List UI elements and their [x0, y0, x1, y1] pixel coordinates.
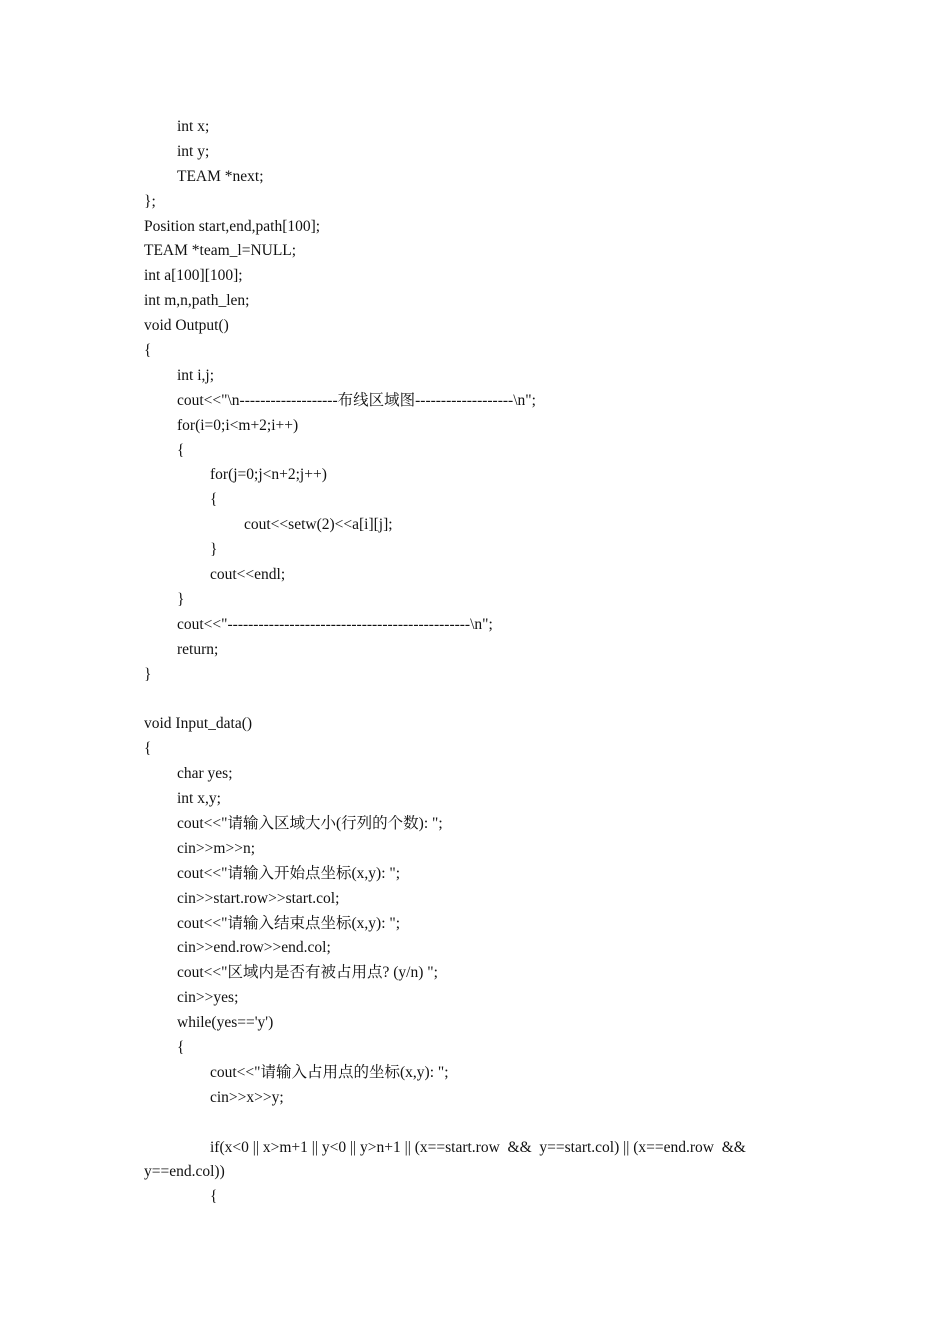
code-line: void Output(): [144, 317, 229, 335]
code-line: for(i=0;i<m+2;i++): [177, 416, 299, 434]
code-line: }: [177, 590, 185, 608]
code-line: cin>>x>>y;: [210, 1088, 284, 1106]
code-line: };: [144, 192, 156, 210]
code-line: }: [210, 541, 218, 559]
code-line: return;: [177, 640, 219, 658]
blank-line: [144, 687, 814, 712]
code-line: int a[100][100];: [144, 267, 243, 285]
code-line: TEAM *next;: [177, 167, 264, 185]
code-line: cin>>m>>n;: [177, 839, 256, 857]
code-line: int x;: [177, 118, 210, 135]
code-line: cout<<setw(2)<<a[i][j];: [244, 516, 393, 534]
code-line: cout<<"请输入开始点坐标(x,y): ";: [177, 864, 401, 882]
code-line: int m,n,path_len;: [144, 292, 250, 310]
code-line: cout<<"\n-------------------布线区域图-------------------\n";: [177, 391, 536, 409]
code-line: {: [177, 1038, 185, 1056]
code-line: cout<<endl;: [210, 566, 286, 584]
code-line: char yes;: [177, 765, 233, 783]
code-line: cin>>start.row>>start.col;: [177, 889, 340, 907]
code-line: {: [210, 491, 218, 509]
code-line: y==end.col)): [144, 1163, 225, 1181]
code-line: if(x<0 || x>m+1 || y<0 || y>n+1 || (x==start.row && y==start.col) || (x==end.row &&: [210, 1138, 746, 1156]
code-listing: [144, 115, 814, 1210]
code-line: int y;: [177, 142, 210, 160]
code-line: for(j=0;j<n+2;j++): [210, 466, 327, 484]
code-line: {: [210, 1188, 218, 1206]
code-line: void Input_data(): [144, 715, 253, 733]
code-line: cin>>yes;: [177, 989, 239, 1007]
code-line: {: [177, 441, 185, 459]
code-line: int x,y;: [177, 790, 221, 808]
code-line: {: [144, 342, 152, 360]
code-line: }: [144, 665, 152, 683]
blank-line: [144, 1111, 814, 1136]
code-line: cout<<"请输入区域大小(行列的个数): ";: [177, 814, 443, 832]
code-line: {: [144, 740, 152, 758]
code-line: cout<<"区域内是否有被占用点? (y/n) ";: [177, 964, 438, 982]
code-line: TEAM *team_l=NULL;: [144, 242, 297, 260]
code-line: int i,j;: [177, 366, 215, 384]
code-line: cout<<"-----------------------------------------------\n";: [177, 615, 493, 633]
code-line: cout<<"请输入占用点的坐标(x,y): ";: [210, 1063, 449, 1081]
code-line: Position start,end,path[100];: [144, 217, 321, 235]
code-line: cout<<"请输入结束点坐标(x,y): ";: [177, 914, 401, 932]
code-line: cin>>end.row>>end.col;: [177, 939, 331, 957]
code-line: while(yes=='y'): [177, 1014, 274, 1032]
